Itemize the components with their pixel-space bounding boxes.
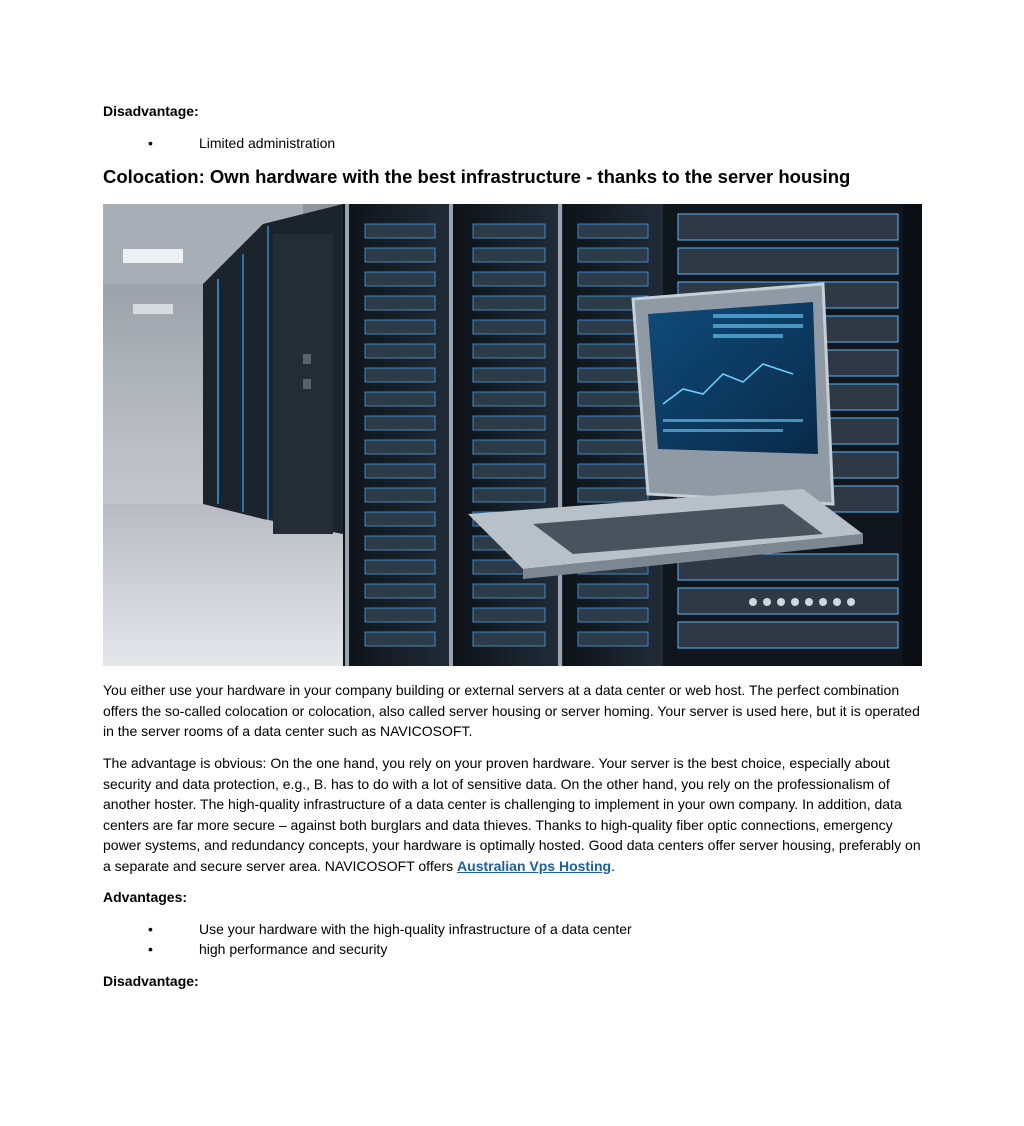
paragraph-advantage-end: . xyxy=(611,857,615,874)
paragraph-advantage xyxy=(103,753,923,876)
server-room-photo-icon xyxy=(103,204,922,666)
disadvantage-label: Disadvantage: xyxy=(103,103,199,119)
list-item xyxy=(148,921,632,941)
australian-vps-hosting-link[interactable]: Australian Vps Hosting xyxy=(457,857,612,874)
paragraph-colocation-intro: You either use your hardware in your company building or external servers at a data center or web host. The perfect combination offers the so-called colocation or colocation, also called server housing or server homing. Your server is used here, but it is operated in the server rooms of a data center such as NAVICOSOFT. xyxy=(103,682,920,739)
list-item xyxy=(148,135,335,155)
list-item xyxy=(148,941,387,961)
bullet-icon: • xyxy=(148,941,153,957)
section-heading: Colocation: Own hardware with the best infrastructure - thanks to the server housing xyxy=(103,166,851,187)
server-room-image xyxy=(103,204,922,666)
disadvantage-label-bottom: Disadvantage: xyxy=(103,973,199,989)
list-item-text: Limited administration xyxy=(199,135,336,151)
bullet-icon: • xyxy=(148,135,153,151)
list-item-text: high performance and security xyxy=(199,941,388,957)
list-item-text: Use your hardware with the high-quality infrastructure of a data center xyxy=(199,921,632,937)
paragraph-advantage-text: The advantage is obvious: On the one hand, you rely on your proven hardware. Your server is the best choice, especially about security and data protection, e.g., B. has to do with a lot of sensitive data. On the other hand, you rely on the professionalism of another hoster. The high-quality infrastructure of a data center is challenging to implement in your own company. In addition, data centers are far more secure – against both burglars and data thieves. Thanks to high-quality fiber optic connections, emergency power systems, and redundancy concepts, your hardware is optimally hosted. Good data centers offer server housing, preferably on a separate and secure server area. NAVICOSOFT offers xyxy=(103,755,921,874)
advantages-label: Advantages: xyxy=(103,889,188,905)
bullet-icon: • xyxy=(148,921,153,937)
